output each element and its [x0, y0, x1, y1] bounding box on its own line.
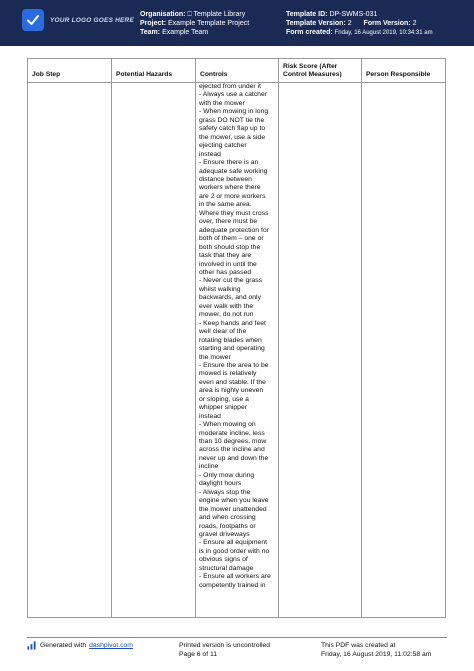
- header-project-info: [140, 10, 249, 38]
- team-label: Team:: [140, 29, 161, 37]
- organisation-value: ⎕ Template Library: [187, 11, 246, 18]
- column-header-potential-hazards: Potential Hazards: [112, 59, 196, 83]
- template-id-line: [286, 10, 433, 19]
- footer-created-info: [321, 641, 431, 659]
- document-header: [0, 0, 474, 46]
- header-template-info: [286, 10, 433, 39]
- cell-potential-hazards: [112, 83, 196, 618]
- organisation-line: [140, 10, 249, 19]
- team-value: Example Team: [162, 29, 209, 37]
- generated-prefix: Generated with: [40, 642, 87, 649]
- controls-text: ejected from under it - Always use a catcher with the mower - When mowing in long grass DO NOT tie the safety catch flap up to the mower, use a side ejecting catcher instead - Ensure there is an adequate safe working distance between workers where there are 2 or more workers in the same area. Where they must cross over, there must be adequate protection for both of them – one or both should stop the task that they are involved in until the other has passed - Never cut the grass whilst walking backwards, and only ever walk with the mower, do not run - Keep hands and feet well clear of the rotating blades when starting and operating the mower - Ensure the area to be mowed is relatively even and stable. If the area is highly uneven or sloping, use a whipper snipper instead - When mowing on moderate incline, less than 10 degrees, mow across the incline and never up and down the incline - Only mow during daylight hours - Always stop the engine when you leave the mower unattended and when crossing roads, footpaths or gravel driveways - Ensure all equipment is in good order with no obvious signs of structural damage - Ensure all workers are competently trained in: [199, 83, 271, 589]
- cell-person-responsible: [362, 83, 446, 618]
- dashpivot-link[interactable]: dashpivot.com: [89, 642, 133, 649]
- template-version-value: 2: [347, 20, 352, 28]
- form-created-value: Friday, 16 August 2019, 10:34:31 am: [334, 30, 433, 37]
- swms-steps-table: [27, 58, 446, 618]
- form-created-label: Form created:: [286, 29, 333, 37]
- footer-divider: [27, 637, 447, 638]
- page-number: Page 6 of 11: [179, 651, 218, 658]
- table-row: [28, 83, 446, 618]
- cell-risk-score: [279, 83, 362, 618]
- organisation-label: Organisation:: [140, 11, 186, 18]
- footer-print-info: [179, 641, 270, 659]
- logo-text: YOUR LOGO GOES HERE: [50, 16, 134, 24]
- footer-generated: [27, 641, 133, 650]
- column-header-controls: Controls: [196, 59, 279, 83]
- company-logo: [22, 9, 134, 31]
- logo-check-icon: [22, 9, 44, 31]
- version-line: [286, 19, 433, 28]
- project-line: [140, 19, 249, 28]
- table-header-row: [28, 59, 446, 83]
- form-created-line: [286, 28, 433, 38]
- team-line: [140, 28, 249, 37]
- column-header-person-responsible: Person Responsible: [362, 59, 446, 83]
- column-header-job-step: Job Step: [28, 59, 112, 83]
- template-id-label: Template ID:: [286, 11, 328, 18]
- pdf-created-date: Friday, 16 August 2019, 11:02:58 am: [321, 651, 432, 658]
- cell-job-step: [28, 83, 112, 618]
- project-label: Project:: [140, 20, 167, 28]
- dashpivot-icon: [27, 641, 36, 650]
- project-value: Example Template Project: [168, 20, 250, 28]
- printed-uncontrolled-text: Printed version is uncontrolled: [179, 642, 271, 649]
- column-header-risk-score: Risk Score (After Control Measures): [279, 59, 362, 83]
- form-version-value: 2: [412, 20, 417, 28]
- template-id-value: DP-SWMS-031: [329, 11, 378, 18]
- form-version-label: Form Version:: [363, 20, 411, 28]
- pdf-created-label: This PDF was created at: [321, 642, 396, 649]
- cell-controls: [196, 83, 279, 618]
- template-version-label: Template Version:: [286, 20, 346, 28]
